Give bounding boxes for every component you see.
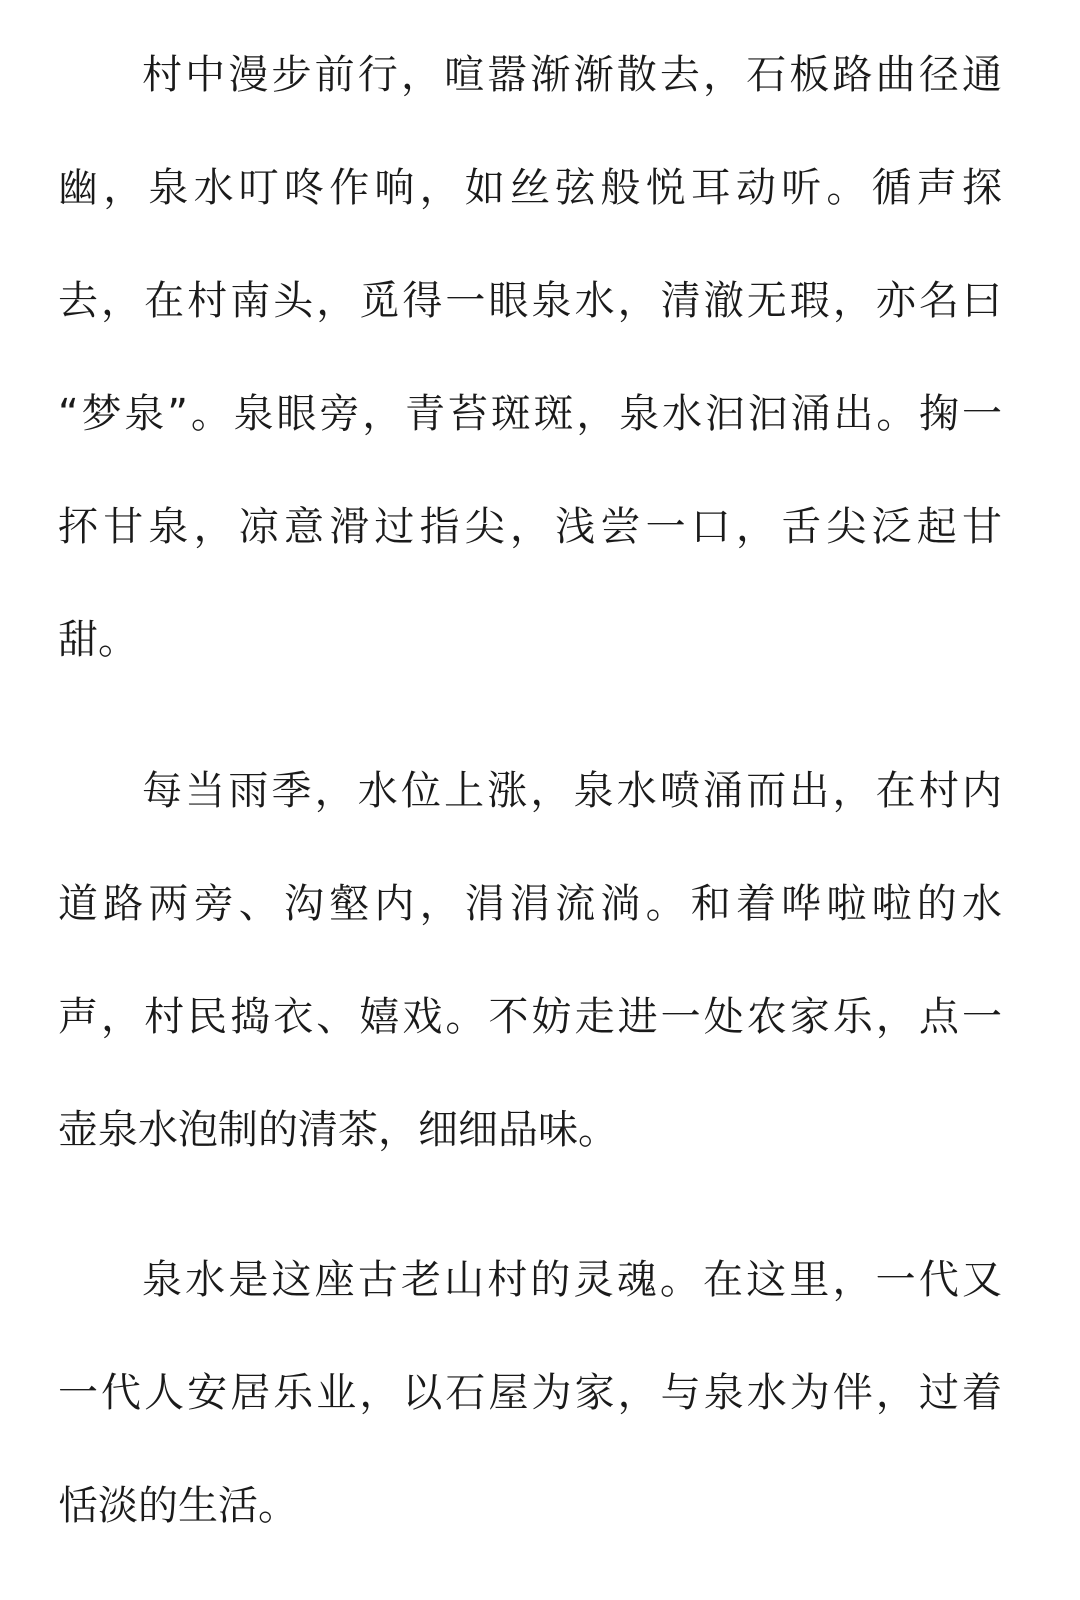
paragraph-line: 甜。 bbox=[58, 617, 138, 663]
paragraph-line: 声，村民捣衣、嬉戏。不妨走进一处农家乐，点一 bbox=[58, 994, 1002, 1040]
paragraph-line: 壶泉水泡制的清茶，细细品味。 bbox=[58, 1107, 618, 1153]
paragraph-line: 幽，泉水叮咚作响，如丝弦般悦耳动听。循声探 bbox=[58, 165, 1002, 211]
paragraph-line: 恬淡的生活。 bbox=[58, 1483, 298, 1529]
paragraph-line: 一代人安居乐业，以石屋为家，与泉水为伴，过着 bbox=[58, 1370, 1002, 1416]
paragraph-line: 每当雨季，水位上涨，泉水喷涌而出，在村内 bbox=[142, 768, 1002, 814]
paragraph-line: 泉水是这座古老山村的灵魂。在这里，一代又 bbox=[142, 1257, 1002, 1303]
paragraph-line: “梦泉”。泉眼旁，青苔斑斑，泉水汩汩涌出。掬一 bbox=[58, 391, 1002, 437]
paragraph-line: 村中漫步前行，喧嚣渐渐散去，石板路曲径通 bbox=[142, 52, 1002, 98]
paragraph-line: 抔甘泉，凉意滑过指尖，浅尝一口，舌尖泛起甘 bbox=[58, 504, 1002, 550]
paragraph-line: 道路两旁、沟壑内，涓涓流淌。和着哗啦啦的水 bbox=[58, 881, 1002, 927]
paragraph-line: 去，在村南头，觅得一眼泉水，清澈无瑕，亦名曰 bbox=[58, 278, 1002, 324]
